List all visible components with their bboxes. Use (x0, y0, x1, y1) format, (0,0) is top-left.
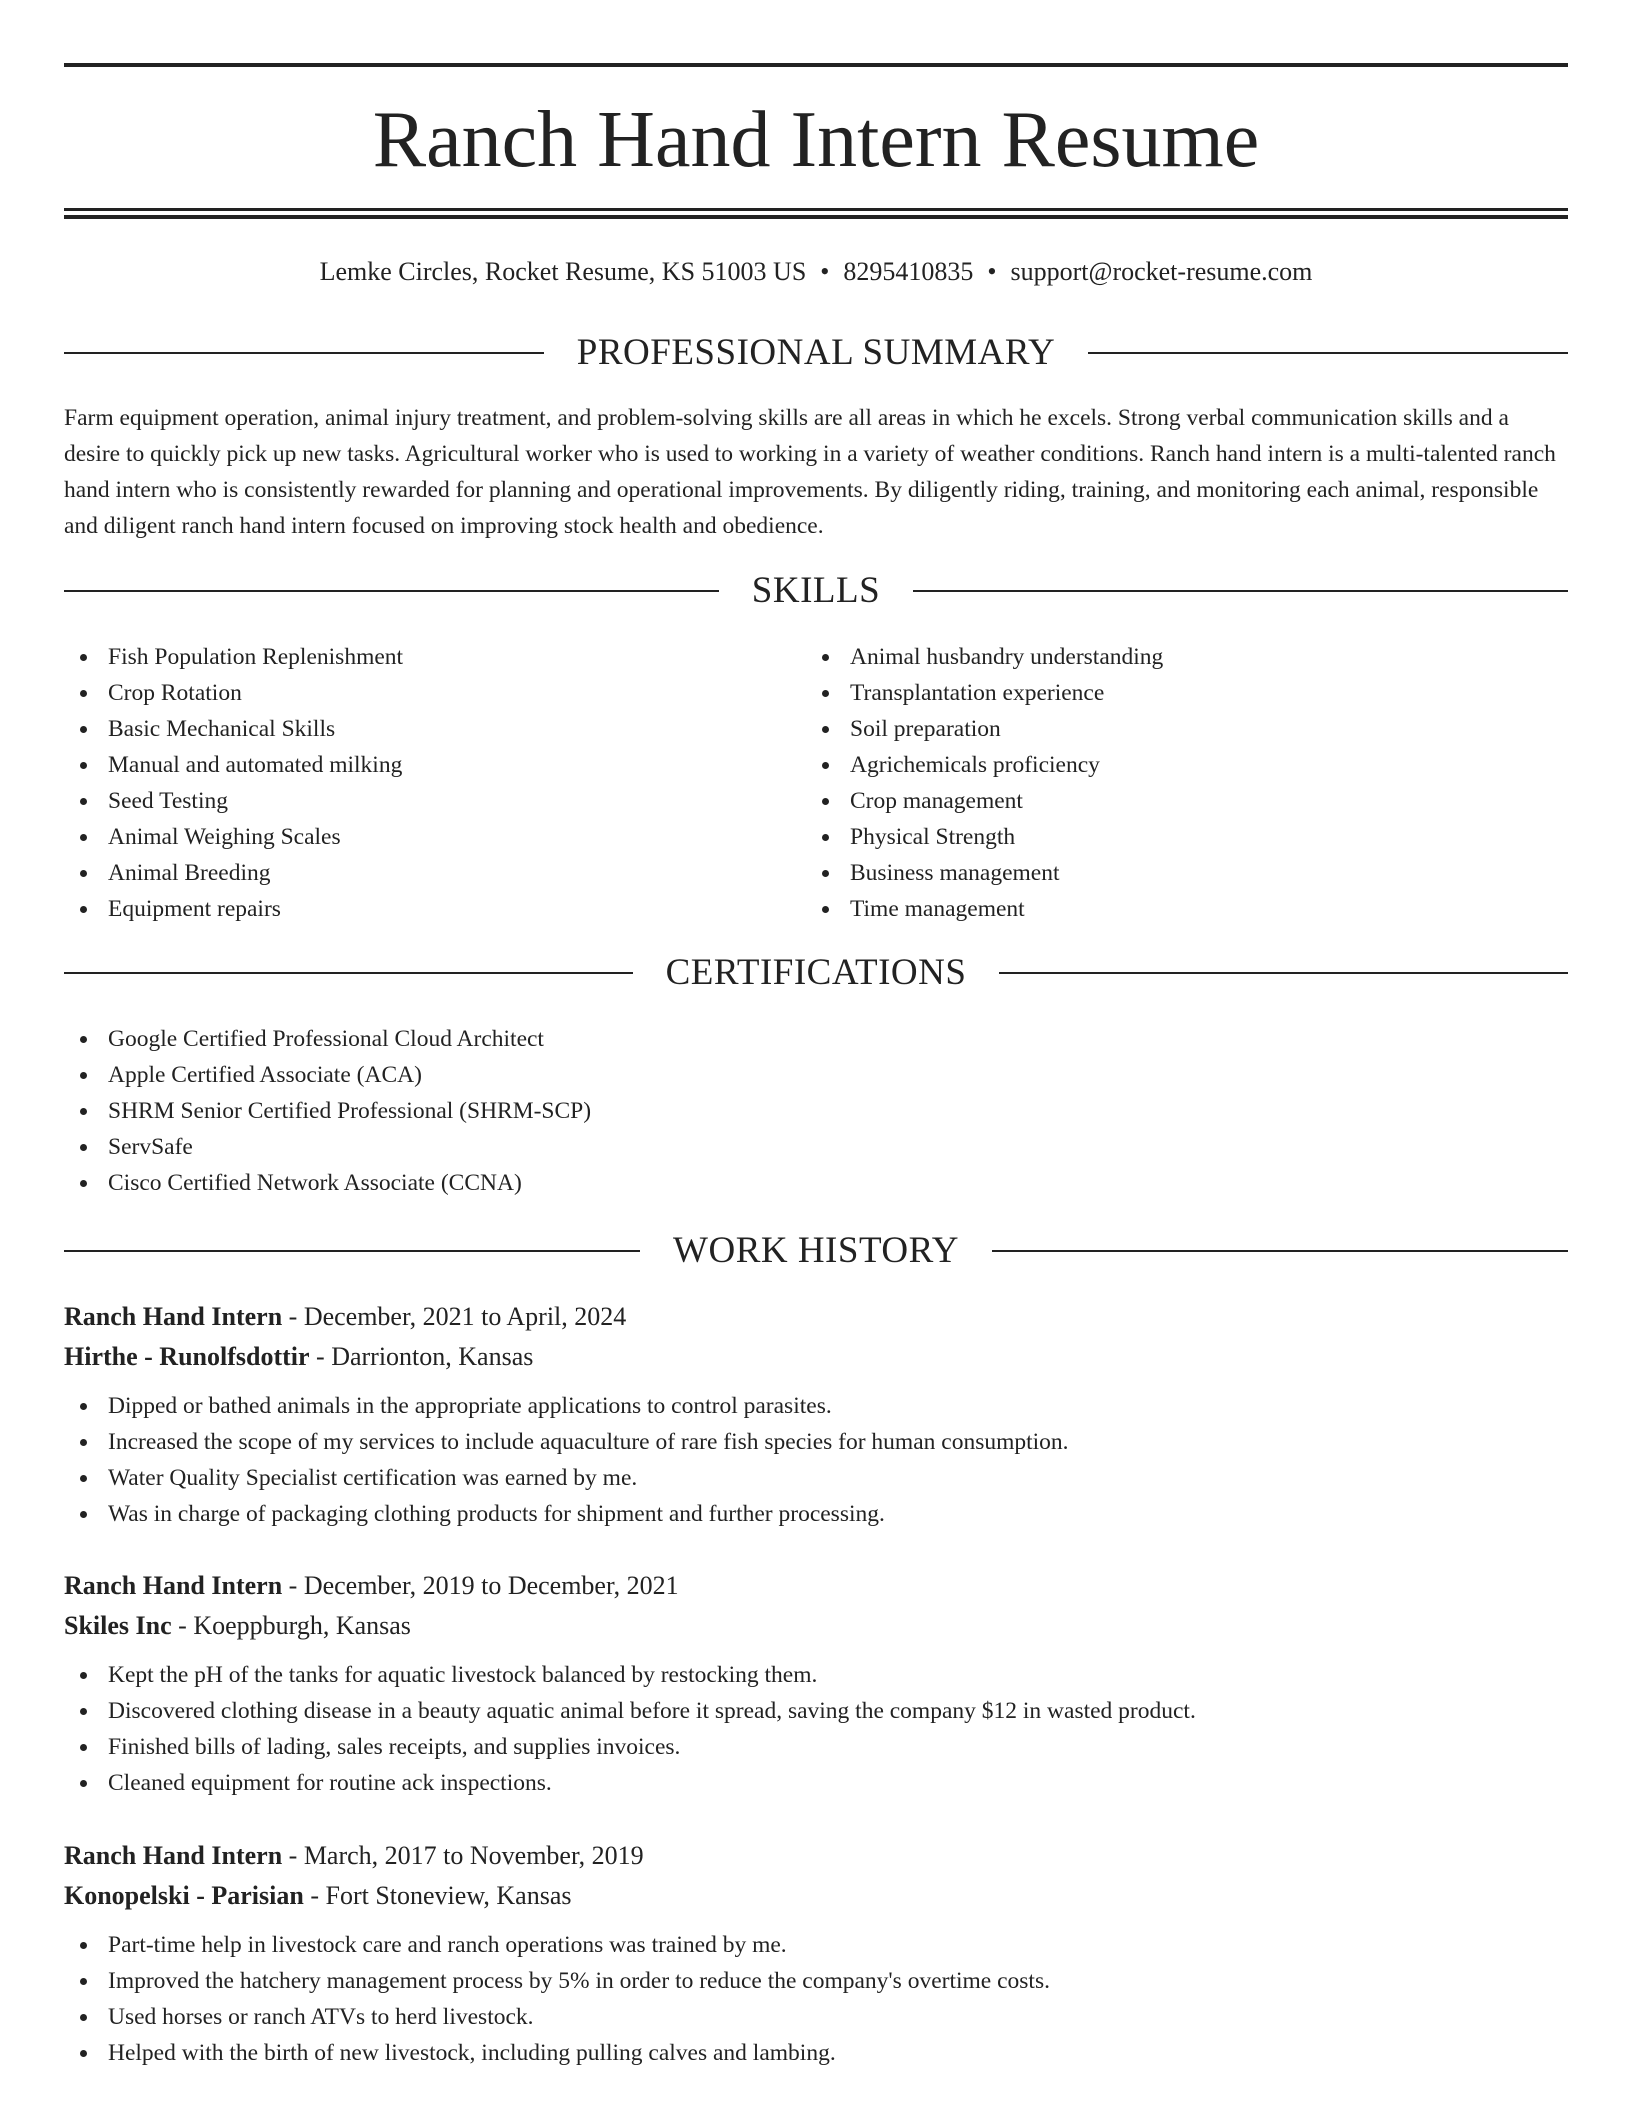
list-item: Google Certified Professional Cloud Architect (64, 1021, 1064, 1057)
heading-rule-right (913, 590, 1568, 592)
list-item: Apple Certified Associate (ACA) (64, 1057, 1064, 1093)
section-title: CERTIFICATIONS (665, 952, 967, 993)
list-item: Animal husbandry understanding (806, 639, 1506, 675)
section-heading-summary (64, 331, 1568, 375)
heading-rule-left (64, 590, 719, 592)
contact-separator: • (987, 257, 997, 286)
job-company-line (64, 1606, 1568, 1646)
list-item: Part-time help in livestock care and ranch operations was trained by me. (64, 1927, 1568, 1963)
heading-rule-left (64, 1250, 640, 1252)
job-title: Ranch Hand Intern (64, 1302, 283, 1331)
list-item: Improved the hatchery management process by 5% in order to reduce the company's overtime costs. (64, 1963, 1568, 1999)
contact-address: Lemke Circles, Rocket Resume, KS 51003 US (319, 257, 807, 286)
job-company: Skiles Inc (64, 1611, 172, 1640)
list-item: Helped with the birth of new livestock, including pulling calves and lambing. (64, 2035, 1568, 2071)
job-bullets (64, 1388, 1568, 1532)
heading-rule-left (64, 352, 544, 354)
list-item: Dipped or bathed animals in the appropriate applications to control parasites. (64, 1388, 1568, 1424)
section-title: PROFESSIONAL SUMMARY (576, 332, 1056, 373)
job-location: - Koeppburgh, Kansas (171, 1611, 411, 1640)
section-title: SKILLS (751, 570, 881, 611)
section-heading-work-history (64, 1229, 1568, 1273)
list-item: Crop management (806, 783, 1506, 819)
list-item: Crop Rotation (64, 675, 764, 711)
list-item: Animal Weighing Scales (64, 819, 764, 855)
job-company: Hirthe - Runolfsdottir (64, 1342, 310, 1371)
list-item: Physical Strength (806, 819, 1506, 855)
list-item: Soil preparation (806, 711, 1506, 747)
list-item: Basic Mechanical Skills (64, 711, 764, 747)
summary-text: Farm equipment operation, animal injury treatment, and problem-solving skills are all areas in which he excels. Strong verbal communication skills and a desire to quickly pick up new tasks. Agricultural worker who is used to working in a variety of weather conditions. Ranch hand intern is a multi-talented ranch hand intern who is consistently rewarded for planning and operational improvements. By diligently riding, training, and monitoring each animal, responsible and diligent ranch hand intern focused on improving stock health and obedience. (64, 405, 1556, 539)
list-item: Was in charge of packaging clothing products for shipment and further processing. (64, 1496, 1568, 1532)
list-item: Used horses or ranch ATVs to herd livestock. (64, 1999, 1568, 2035)
heading-rule-left (64, 972, 633, 974)
job-company-line (64, 1337, 1568, 1377)
list-item: Finished bills of lading, sales receipts, and supplies invoices. (64, 1729, 1568, 1765)
skills-list-right (806, 639, 1506, 927)
title-double-divider (64, 208, 1568, 219)
list-item: SHRM Senior Certified Professional (SHRM-SCP) (64, 1093, 1064, 1129)
job-bullets (64, 1927, 1568, 2071)
job-title-line (64, 1566, 1568, 1606)
heading-rule-right (1088, 352, 1568, 354)
list-item: ServSafe (64, 1129, 1064, 1165)
list-item: Manual and automated milking (64, 747, 764, 783)
job-dates: - December, 2019 to December, 2021 (282, 1571, 679, 1600)
contact-line (64, 255, 1568, 289)
list-item: Cleaned equipment for routine ack inspections. (64, 1765, 1568, 1801)
job-entry (64, 1836, 1568, 2071)
job-dates: - March, 2017 to November, 2019 (282, 1841, 644, 1870)
job-entry (64, 1566, 1568, 1801)
top-divider (64, 63, 1568, 67)
list-item: Equipment repairs (64, 891, 764, 927)
contact-email: support@rocket-resume.com (1010, 257, 1313, 286)
job-title: Ranch Hand Intern (64, 1571, 283, 1600)
certifications-list (64, 1021, 1064, 1201)
contact-phone: 8295410835 (843, 257, 974, 286)
job-company: Konopelski - Parisian (64, 1881, 304, 1910)
job-location: - Fort Stoneview, Kansas (303, 1881, 572, 1910)
job-title-line (64, 1297, 1568, 1337)
section-heading-certifications (64, 951, 1568, 995)
list-item: Business management (806, 855, 1506, 891)
job-title: Ranch Hand Intern (64, 1841, 283, 1870)
list-item: Seed Testing (64, 783, 764, 819)
job-company-line (64, 1876, 1568, 1916)
page-title: Ranch Hand Intern Resume (372, 96, 1260, 184)
job-location: - Darrionton, Kansas (309, 1342, 534, 1371)
list-item: Fish Population Replenishment (64, 639, 764, 675)
list-item: Cisco Certified Network Associate (CCNA) (64, 1165, 1064, 1201)
job-bullets (64, 1657, 1568, 1801)
job-title-line (64, 1836, 1568, 1876)
heading-rule-right (999, 972, 1568, 974)
section-heading-skills (64, 569, 1568, 613)
list-item: Agrichemicals proficiency (806, 747, 1506, 783)
skills-list-left (64, 639, 764, 927)
job-dates: - December, 2021 to April, 2024 (282, 1302, 627, 1331)
list-item: Time management (806, 891, 1506, 927)
list-item: Increased the scope of my services to include aquaculture of rare fish species for human consumption. (64, 1424, 1568, 1460)
list-item: Transplantation experience (806, 675, 1506, 711)
list-item: Animal Breeding (64, 855, 764, 891)
list-item: Discovered clothing disease in a beauty aquatic animal before it spread, saving the company $12 in wasted product. (64, 1693, 1568, 1729)
list-item: Kept the pH of the tanks for aquatic livestock balanced by restocking them. (64, 1657, 1568, 1693)
heading-rule-right (992, 1250, 1568, 1252)
list-item: Water Quality Specialist certification was earned by me. (64, 1460, 1568, 1496)
section-title: WORK HISTORY (673, 1230, 959, 1271)
job-entry (64, 1297, 1568, 1532)
contact-separator: • (820, 257, 830, 286)
